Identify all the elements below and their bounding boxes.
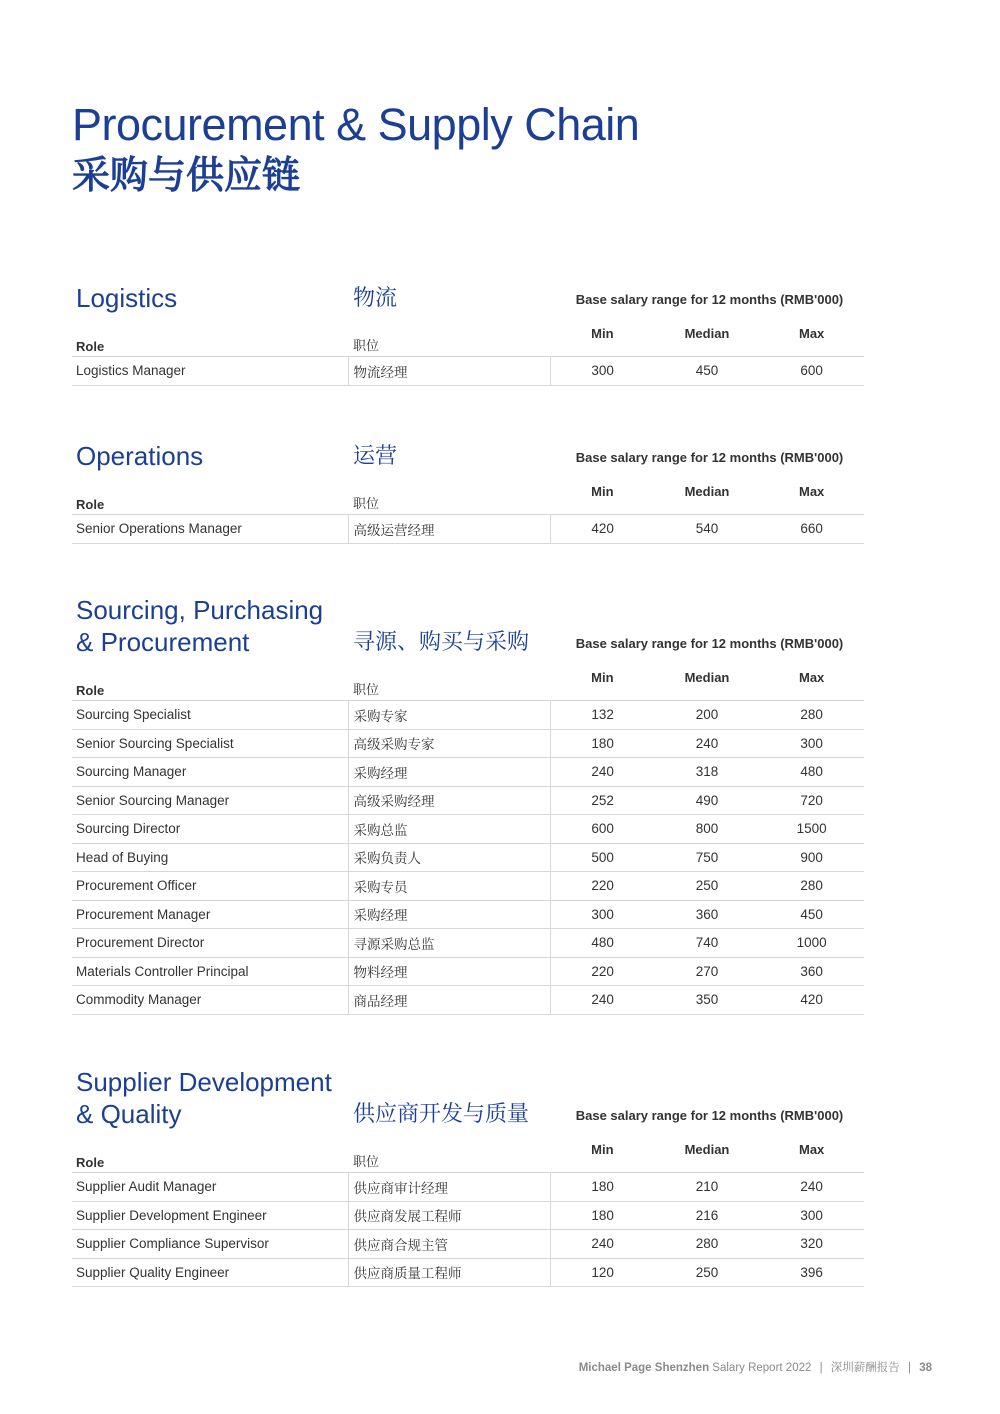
header-role-zh: 职位	[348, 314, 550, 357]
cell-role-zh: 采购经理	[348, 900, 550, 929]
section-logistics	[72, 252, 864, 386]
salary-table	[72, 658, 864, 1015]
cell-role: Sourcing Specialist	[72, 701, 348, 730]
cell-role-zh: 供应商质量工程师	[348, 1258, 550, 1287]
cell-median: 740	[655, 929, 760, 958]
cell-min: 300	[550, 357, 655, 386]
cell-min: 220	[550, 957, 655, 986]
cell-role: Procurement Manager	[72, 900, 348, 929]
header-max: Max	[759, 1130, 864, 1173]
cell-role: Logistics Manager	[72, 357, 348, 386]
cell-max: 320	[759, 1230, 864, 1259]
header-role: Role	[72, 1130, 348, 1173]
table-row	[72, 929, 864, 958]
table-row	[72, 1258, 864, 1287]
cell-role-zh: 采购负责人	[348, 843, 550, 872]
footer-separator: |	[819, 1362, 823, 1374]
section-title-en: Logistics	[76, 283, 178, 313]
footer-brand: Michael Page Shenzhen	[578, 1362, 710, 1374]
section-header	[72, 252, 864, 314]
cell-role-zh: 采购总监	[348, 815, 550, 844]
table-row	[72, 729, 864, 758]
cell-median: 200	[655, 701, 760, 730]
cell-min: 240	[550, 1230, 655, 1259]
cell-min: 252	[550, 786, 655, 815]
table-row	[72, 1230, 864, 1259]
section-title-en: Sourcing, Purchasing & Procurement	[76, 595, 324, 657]
cell-role: Procurement Officer	[72, 872, 348, 901]
cell-max: 480	[759, 758, 864, 787]
header-min: Min	[550, 658, 655, 701]
cell-median: 750	[655, 843, 760, 872]
cell-min: 420	[550, 515, 655, 544]
cell-median: 318	[655, 758, 760, 787]
cell-role-zh: 供应商合规主管	[348, 1230, 550, 1259]
table-header-row	[72, 1130, 864, 1173]
section-header	[72, 1036, 864, 1130]
cell-median: 210	[655, 1173, 760, 1202]
header-role: Role	[72, 658, 348, 701]
cell-role: Materials Controller Principal	[72, 957, 348, 986]
header-max: Max	[759, 658, 864, 701]
cell-min: 220	[550, 872, 655, 901]
table-row	[72, 900, 864, 929]
cell-role-zh: 高级采购经理	[348, 786, 550, 815]
section-title-zh: 供应商开发与质量	[353, 1101, 530, 1126]
cell-max: 396	[759, 1258, 864, 1287]
header-median: Median	[655, 314, 760, 357]
table-row	[72, 786, 864, 815]
table-row	[72, 1201, 864, 1230]
table-header-row	[72, 658, 864, 701]
section-title-zh: 寻源、购买与采购	[353, 629, 530, 654]
section-sourcing	[72, 564, 864, 1015]
header-min: Min	[550, 314, 655, 357]
cell-max: 450	[759, 900, 864, 929]
salary-table	[72, 472, 864, 544]
cell-median: 490	[655, 786, 760, 815]
table-row	[72, 815, 864, 844]
cell-min: 240	[550, 986, 655, 1015]
section-operations	[72, 410, 864, 544]
header-max: Max	[759, 472, 864, 515]
table-row	[72, 872, 864, 901]
section-title-zh: 物流	[353, 285, 398, 310]
cell-min: 132	[550, 701, 655, 730]
cell-min: 180	[550, 1173, 655, 1202]
cell-role-zh: 供应商发展工程师	[348, 1201, 550, 1230]
cell-min: 500	[550, 843, 655, 872]
cell-median: 250	[655, 1258, 760, 1287]
cell-median: 540	[655, 515, 760, 544]
table-row	[72, 701, 864, 730]
cell-role-zh: 采购专家	[348, 701, 550, 730]
table-header-row	[72, 472, 864, 515]
cell-median: 216	[655, 1201, 760, 1230]
cell-min: 480	[550, 929, 655, 958]
table-row	[72, 843, 864, 872]
footer-separator: |	[908, 1362, 911, 1374]
cell-max: 360	[759, 957, 864, 986]
cell-max: 1500	[759, 815, 864, 844]
cell-max: 280	[759, 701, 864, 730]
cell-role-zh: 商品经理	[348, 986, 550, 1015]
section-title-en: Supplier Development & Quality	[76, 1067, 332, 1129]
cell-role: Commodity Manager	[72, 986, 348, 1015]
cell-role-zh: 高级运营经理	[348, 515, 550, 544]
cell-role-zh: 物流经理	[348, 357, 550, 386]
cell-role-zh: 供应商审计经理	[348, 1173, 550, 1202]
salary-table	[72, 314, 864, 386]
base-salary-label: Base salary range for 12 months (RMB'000)	[575, 292, 844, 307]
header-role-zh: 职位	[348, 1130, 550, 1173]
page-title	[72, 100, 639, 200]
header-min: Min	[550, 472, 655, 515]
base-salary-label: Base salary range for 12 months (RMB'000)	[575, 450, 844, 465]
table-header-row	[72, 314, 864, 357]
cell-median: 450	[655, 357, 760, 386]
section-header	[72, 410, 864, 472]
header-max: Max	[759, 314, 864, 357]
header-role: Role	[72, 472, 348, 515]
cell-role-zh: 寻源采购总监	[348, 929, 550, 958]
cell-role-zh: 采购经理	[348, 758, 550, 787]
header-role-zh: 职位	[348, 472, 550, 515]
cell-role: Supplier Development Engineer	[72, 1201, 348, 1230]
footer-page-number: 38	[919, 1362, 932, 1374]
cell-max: 900	[759, 843, 864, 872]
table-row	[72, 758, 864, 787]
footer-report: Salary Report 2022	[712, 1362, 812, 1374]
cell-role: Supplier Audit Manager	[72, 1173, 348, 1202]
cell-median: 250	[655, 872, 760, 901]
cell-median: 270	[655, 957, 760, 986]
cell-role: Senior Operations Manager	[72, 515, 348, 544]
base-salary-label: Base salary range for 12 months (RMB'000)	[575, 636, 844, 651]
cell-role: Senior Sourcing Manager	[72, 786, 348, 815]
table-row	[72, 986, 864, 1015]
cell-max: 720	[759, 786, 864, 815]
table-row	[72, 1173, 864, 1202]
cell-max: 1000	[759, 929, 864, 958]
cell-max: 280	[759, 872, 864, 901]
table-row	[72, 357, 864, 386]
cell-role-zh: 物料经理	[348, 957, 550, 986]
cell-median: 240	[655, 729, 760, 758]
cell-role: Head of Buying	[72, 843, 348, 872]
cell-role: Sourcing Manager	[72, 758, 348, 787]
cell-min: 300	[550, 900, 655, 929]
cell-max: 300	[759, 729, 864, 758]
cell-min: 180	[550, 729, 655, 758]
footer	[579, 1359, 932, 1375]
cell-median: 800	[655, 815, 760, 844]
cell-median: 280	[655, 1230, 760, 1259]
cell-max: 660	[759, 515, 864, 544]
section-header	[72, 564, 864, 658]
footer-report-zh: 深圳薪酬报告	[830, 1362, 900, 1374]
page-title-zh: 采购与供应链	[72, 155, 301, 197]
cell-max: 420	[759, 986, 864, 1015]
table-row	[72, 515, 864, 544]
page-title-en: Procurement & Supply Chain	[72, 99, 640, 150]
cell-min: 240	[550, 758, 655, 787]
cell-max: 300	[759, 1201, 864, 1230]
cell-role: Supplier Compliance Supervisor	[72, 1230, 348, 1259]
table-row	[72, 957, 864, 986]
salary-table	[72, 1130, 864, 1287]
header-min: Min	[550, 1130, 655, 1173]
cell-min: 120	[550, 1258, 655, 1287]
cell-role-zh: 采购专员	[348, 872, 550, 901]
header-role: Role	[72, 314, 348, 357]
cell-max: 240	[759, 1173, 864, 1202]
cell-max: 600	[759, 357, 864, 386]
cell-role-zh: 高级采购专家	[348, 729, 550, 758]
cell-role: Sourcing Director	[72, 815, 348, 844]
header-median: Median	[655, 1130, 760, 1173]
section-title-zh: 运营	[353, 443, 398, 468]
header-median: Median	[655, 658, 760, 701]
cell-min: 600	[550, 815, 655, 844]
section-title-en: Operations	[76, 441, 204, 471]
header-role-zh: 职位	[348, 658, 550, 701]
base-salary-label: Base salary range for 12 months (RMB'000)	[575, 1108, 844, 1123]
cell-role: Supplier Quality Engineer	[72, 1258, 348, 1287]
cell-role: Senior Sourcing Specialist	[72, 729, 348, 758]
cell-role: Procurement Director	[72, 929, 348, 958]
section-supplier-development	[72, 1036, 864, 1287]
cell-median: 360	[655, 900, 760, 929]
cell-min: 180	[550, 1201, 655, 1230]
cell-median: 350	[655, 986, 760, 1015]
header-median: Median	[655, 472, 760, 515]
